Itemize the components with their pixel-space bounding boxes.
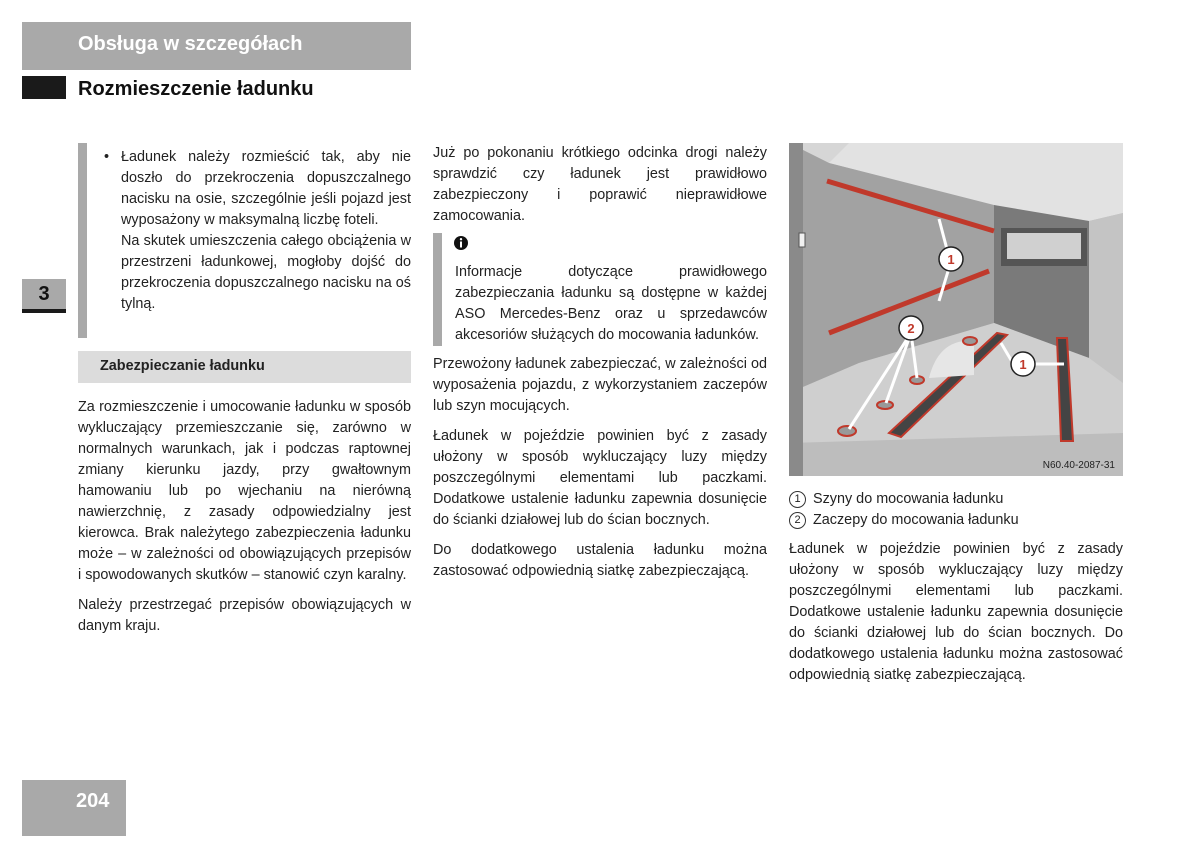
figure-legend — [789, 489, 1019, 531]
legend-text: Zaczepy do mocowania ładunku — [813, 512, 1019, 528]
legend-number: 2 — [789, 512, 806, 529]
section-heading-box — [78, 351, 411, 383]
info-icon — [453, 234, 469, 252]
callout-1-top: 1 — [947, 252, 955, 267]
paragraph: Ładunek w pojeździe powinien być z zasady ułożony w sposób wykluczający luzy między poszczególnymi elementami lub paczkami. Dodatkowe ustalenie ładunku zapewnia dosunięcie do ścianki działowej lub do ścian bocznych. Do dodatkowego ustalenia ładunku można zastosować odpowiednią siatkę zabezpieczającą. — [789, 541, 1123, 683]
notice-bar — [78, 143, 87, 338]
cargo-area-figure — [789, 143, 1123, 476]
callout-1-floor: 1 — [1019, 357, 1027, 372]
col2-body — [433, 354, 767, 591]
bullet-symbol: • — [104, 149, 110, 165]
col1-body — [78, 397, 411, 646]
cargo-area-illustration — [789, 143, 1123, 476]
subsection-marker — [22, 76, 66, 99]
bullet-text-2: Na skutek umieszczenia całego obciążenia w przestrzeni ładunkowej, mogłoby dojść do przekroczenia dopuszczalnego nacisku na oś tylną. — [121, 233, 411, 312]
subsection-title: Rozmieszczenie ładunku — [78, 78, 314, 100]
page-number: 204 — [76, 790, 110, 812]
paragraph: Za rozmieszczenie i umocowanie ładunku w sposób wykluczający przemieszczanie się, zarówno w normalnych warunkach, jak i podczas raptownej zmiany kierunku jazdy, przy gwałtownym hamowaniu lub po wjechaniu na nierówną nawierzchnię, z zasady odpowiedzialny jest kierowca. Brak należytego zabezpieczenia ładunku może – w zależności od obowiązujących przepisów i spowodowanych skutków – stanowić czyn karalny. — [78, 399, 411, 583]
col2-intro — [433, 143, 767, 236]
chapter-tab — [22, 279, 66, 313]
section-heading: Zabezpieczanie ładunku — [100, 358, 265, 374]
paragraph: Już po pokonaniu krótkiego odcinka drogi należy sprawdzić czy ładunek jest prawidłowo zabezpieczony i poprawić nieprawidłowe zamocowania. — [433, 145, 767, 224]
info-text: Informacje dotyczące prawidłowego zabezpieczania ładunku są dostępne w każdej ASO Mercedes-Benz oraz u sprzedawców akcesoriów służących do mocowania ładunków. — [455, 264, 767, 343]
legend-item — [789, 510, 1019, 531]
col3-body — [789, 539, 1123, 695]
chapter-number: 3 — [38, 283, 50, 305]
paragraph: Do dodatkowego ustalenia ładunku można zastosować odpowiednią siatkę zabezpieczającą. — [433, 542, 767, 579]
legend-text: Szyny do mocowania ładunku — [813, 491, 1004, 507]
bullet-block — [121, 147, 411, 315]
info-bar — [433, 233, 442, 346]
legend-number: 1 — [789, 491, 806, 508]
paragraph: Należy przestrzegać przepisów obowiązujących w danym kraju. — [78, 597, 411, 634]
callout-2: 2 — [907, 321, 915, 336]
section-title: Obsługa w szczegółach — [78, 33, 303, 55]
bullet-text: Ładunek należy rozmieścić tak, aby nie doszło do przekroczenia dopuszczalnego nacisku na osie, szczególnie jeśli pojazd jest wyposażony w maksymalną liczbę foteli. — [121, 149, 411, 228]
figure-code: N60.40-2087-31 — [1042, 460, 1115, 471]
page-number-box — [22, 780, 126, 836]
paragraph: Ładunek w pojeździe powinien być z zasady ułożony w sposób wykluczający luzy między poszczególnymi elementami lub paczkami. Dodatkowe ustalenie ładunku zapewnia dosunięcie do ścianki działowej lub do ścian bocznych. — [433, 428, 767, 528]
legend-item — [789, 489, 1019, 510]
paragraph: Przewożony ładunek zabezpieczać, w zależności od wyposażenia pojazdu, z wykorzystaniem zaczepów lub szyn mocujących. — [433, 356, 767, 414]
